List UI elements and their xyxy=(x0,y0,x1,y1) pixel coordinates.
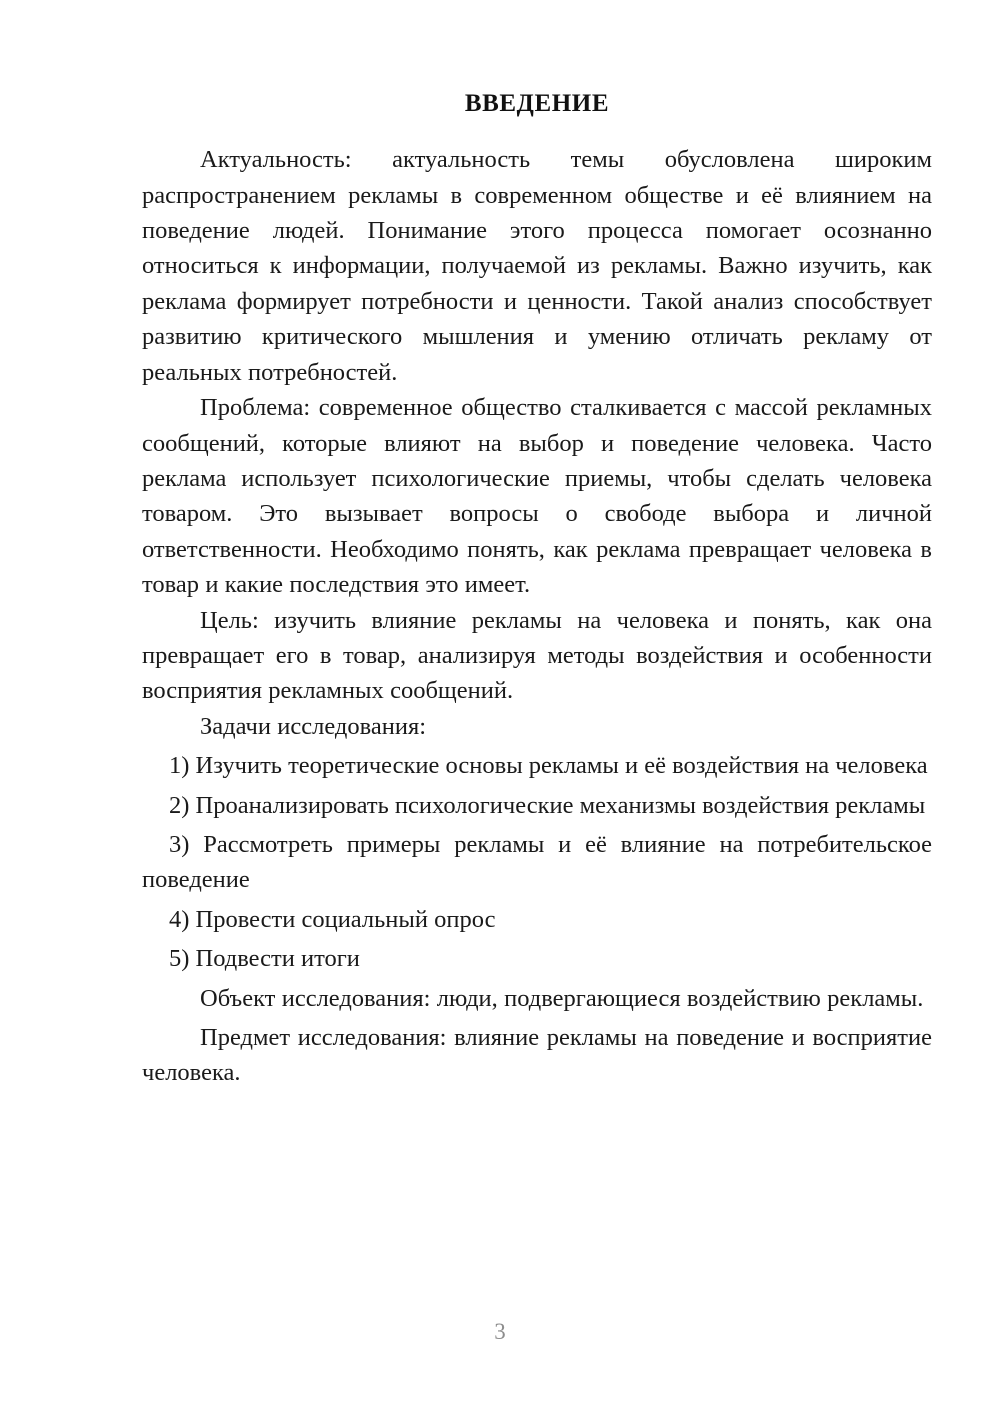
paragraph-object: Объект исследования: люди, подвергающиеся воздействию рекламы. xyxy=(200,984,924,1012)
tasks-heading: Задачи исследования: xyxy=(200,712,427,740)
paragraph-relevance: Актуальность: актуальность темы обусловлена широким распространением рекламы в современном обществе и её влиянием на поведение людей. Понимание этого процесса помогает осознанно относиться к информации, получаемой из рекламы. Важно изучить, как реклама формирует потребности и ценности. Такой анализ способствует развитию критического мышления и умению отличать рекламу от реальных потребностей. xyxy=(142,146,932,386)
paragraph-problem: Проблема: современное общество сталкивается с массой рекламных сообщений, которые влияют на выбор и поведение человека. Часто реклама использует психологические приемы, чтобы сделать человека товаром. Это вызывает вопросы о свободе выбора и личной ответственности. Необходимо понять, как реклама превращает человека в товар и какие последствия это имеет. xyxy=(142,394,932,599)
paragraph-subject: Предмет исследования: влияние рекламы на поведение и восприятие человека. xyxy=(142,1024,932,1087)
list-item: 2) Проанализировать психологические механизмы воздействия рекламы xyxy=(169,791,926,819)
paragraph-goal: Цель: изучить влияние рекламы на человека и понять, как она превращает его в товар, анализируя методы воздействия и особенности восприятия рекламных сообщений. xyxy=(142,606,932,705)
list-item: 4) Провести социальный опрос xyxy=(169,905,496,933)
list-item: 3) Рассмотреть примеры рекламы и её влияние на потребительское поведение xyxy=(142,830,932,894)
document-body xyxy=(142,88,932,1091)
list-item: 1) Изучить теоретические основы рекламы и её воздействия на человека xyxy=(169,752,928,780)
list-item: 5) Подвести итоги xyxy=(169,945,360,973)
page-number: 3 xyxy=(494,1319,506,1344)
page-title: ВВЕДЕНИЕ xyxy=(464,90,610,117)
